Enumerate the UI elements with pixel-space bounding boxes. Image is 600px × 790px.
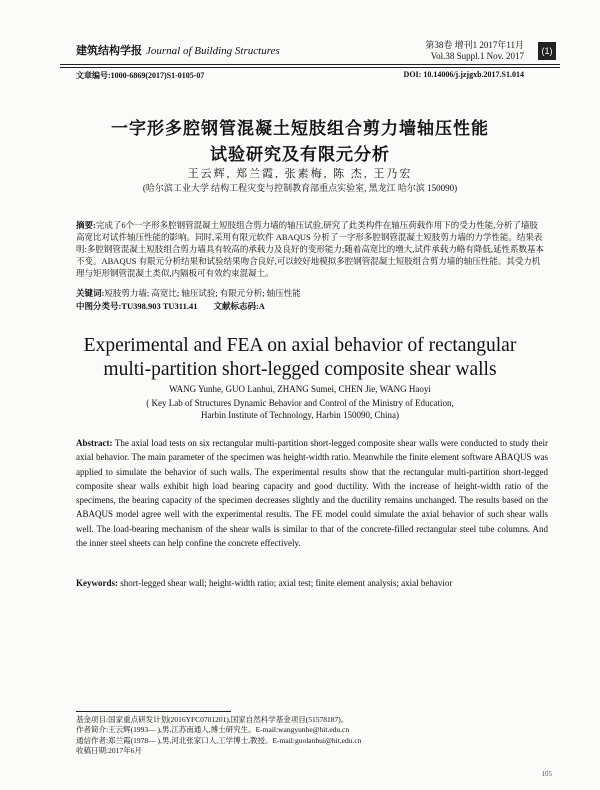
volume-cn: 第38卷 增刊1 2017年11月: [425, 40, 524, 50]
page-number: 105: [541, 770, 552, 778]
english-title: [0, 334, 600, 382]
class-number: 中图分类号:TU398.903 TU311.41: [76, 301, 198, 311]
doi: DOI: 10.14006/j.jzjgxb.2017.S1.014: [403, 70, 524, 79]
english-affiliation-line1: ( Key Lab of Structures Dynamic Behavior and Control of the Ministry of Education,: [146, 398, 454, 408]
english-affiliation-line2: Harbin Institute of Technology, Harbin 150090, China): [200, 410, 400, 420]
english-title-line2: multi-partition short-legged composite shear walls: [103, 359, 497, 380]
footnote-fund: 基金项目:国家重点研发计划(2016YFC0701201),国家自然科学基金项目(51578187)。: [76, 715, 349, 724]
volume-info: [425, 40, 524, 62]
english-keywords-text: short-legged shear wall; height-width ratio; axial test; finite element analysis; axial behavior: [120, 578, 453, 588]
footnote-rule: [76, 711, 231, 712]
chinese-keywords-text: 短肢剪力墙; 高宽比; 轴压试验; 有限元分析; 轴压性能: [104, 288, 301, 298]
header-rule-thin: [60, 67, 560, 68]
page-badge: (1): [538, 42, 556, 60]
english-keywords-label: Keywords:: [76, 578, 118, 588]
chinese-affiliation: (哈尔滨工业大学 结构工程灾变与控制教育部重点实验室, 黑龙江 哈尔滨 150090): [142, 183, 458, 193]
journal-header: [76, 42, 280, 58]
header-rule-thick: [60, 64, 560, 65]
english-affiliation: [0, 397, 600, 421]
article-id: 文章编号:1000-6869(2017)S1-0105-07: [76, 71, 205, 80]
journal-name-cn: 建筑结构学报: [76, 45, 142, 57]
english-abstract-label: Abstract:: [76, 438, 113, 448]
footnote-received: 收稿日期:2017年6月: [76, 745, 142, 755]
chinese-abstract-text: 完成了6个一字形多腔钢管混凝土短肢组合剪力墙的轴压试验,研究了此类构件在轴压荷载作用下的受力性能,分析了墙肢高宽比对试件轴压性能的影响。同时,采用有限元软件 ABAQUS 分析了一字形多腔钢管混凝土短肢剪力墙的力学性能。结果表明:多腔钢管混凝土短肢组合剪力墙具有较高的承载力及良好的变形能力;随着高宽比的增大,试件承载力略有降低,延性系数基本不变。ABAQUS 有限元分析结果和试验结果吻合良好,可以较好地模拟多腔钢管混凝土短肢组合剪力墙的轴压性能。其受力机理与矩形钢管混凝土类似,内隔板可有效约束混凝土。: [76, 220, 544, 278]
footnote-author2: 通信作者:郑兰霞(1978— ),男,河北张家口人,工学博士,教授。E-mail:guolanhui@hit.edu.cn: [76, 735, 362, 745]
classification: [76, 300, 546, 312]
english-keywords: [76, 577, 548, 589]
chinese-abstract: [76, 219, 546, 279]
footnotes: [76, 715, 556, 756]
chinese-abstract-label: 摘要:: [76, 220, 96, 230]
english-authors: WANG Yunhe, GUO Lanhui, ZHANG Sumei, CHEN Jie, WANG Haoyi: [169, 384, 431, 394]
chinese-title-line2: 试验研究及有限元分析: [210, 145, 390, 165]
chinese-title: [0, 116, 600, 168]
chinese-keywords-label: 关键词:: [76, 288, 105, 298]
chinese-title-line1: 一字形多腔钢管混凝土短肢组合剪力墙轴压性能: [111, 119, 489, 139]
volume-en: Vol.38 Suppl.1 Nov. 2017: [430, 51, 524, 61]
english-title-line1: Experimental and FEA on axial behavior of rectangular: [83, 335, 517, 356]
footnote-author1: 作者简介:王云辉(1993— ),男,江苏南通人,博士研究生。E-mail:wangyunhe@hit.edu.cn: [76, 725, 350, 735]
chinese-authors: 王云辉, 郑兰霞, 张素梅, 陈 杰, 王乃宏: [187, 168, 413, 180]
english-abstract: [76, 436, 548, 550]
journal-name-en: Journal of Building Structures: [146, 45, 280, 57]
chinese-keywords: [76, 287, 546, 299]
doc-code: 文献标志码:A: [213, 301, 265, 311]
english-abstract-text: The axial load tests on six rectangular multi-partition short-legged composite shear walls were conducted to study their axial behavior. The main parameter of the specimen was height-width ratio. Meanwhile the finite element software ABAQUS was applied to simulate the behavior of such walls. The experimental results show that the rectangular multi-partition short-legged composite shear walls exhibit high load bearing capacity and good ductility. With the increase of height-width ratio of the specimens, the bearing capacity of the specimen decreases slightly and the ductility remains unchanged. The results based on the ABAQUS model agree well with the experimental results. The FE model could simulate the axial behavior of such shear walls well. The load-bearing mechanism of the shear walls is similar to that of the concrete-filled rectangular steel tube columns. And the inner steel sheets can help confine the concrete effectively.: [76, 438, 548, 549]
